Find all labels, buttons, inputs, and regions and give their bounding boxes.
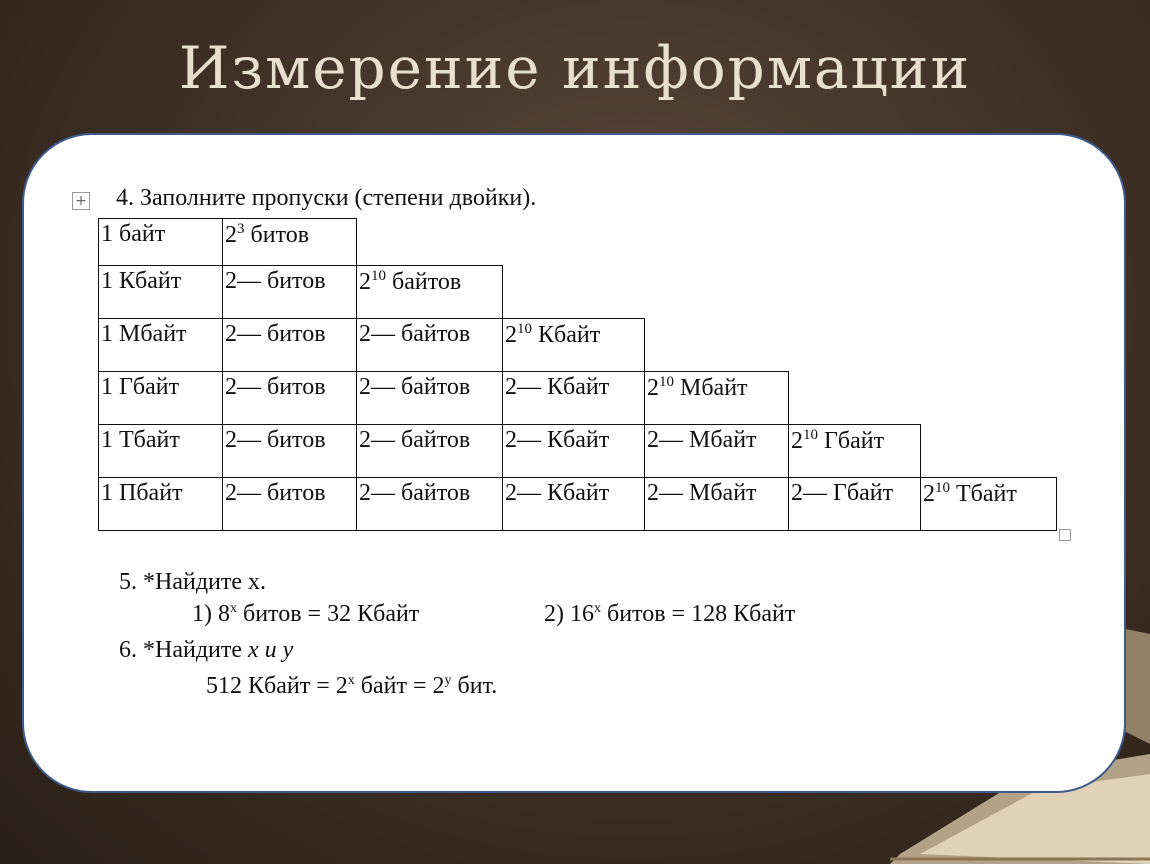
table-cell: 2— байтов [356, 424, 503, 478]
content-card [22, 133, 1126, 793]
table-cell: $2^{10}$ Гбайт [788, 424, 921, 478]
table-cell: 2— байтов [356, 371, 503, 425]
table-cell: 2— Мбайт [644, 424, 789, 478]
table-cell: $2^{10}$ Кбайт [502, 318, 645, 372]
task6-heading: 6. *Найдите х и у [119, 637, 294, 663]
table-cell: 2— Кбайт [502, 477, 645, 531]
table-cell: $2^3$ битов [222, 218, 357, 266]
table-cell: 1 Кбайт [98, 265, 223, 319]
table-cell: 1 байт [98, 218, 223, 266]
table-cell: 1 Пбайт [98, 477, 223, 531]
table-cell: 2— битов [222, 477, 357, 531]
table-cell: $2^{10}$ байтов [356, 265, 503, 319]
table-cell: $2^{10}$ Мбайт [644, 371, 789, 425]
task5-equation-2: 2) $16^х$ битов = 128 Кбайт [544, 601, 796, 627]
table-cell: 2— битов [222, 424, 357, 478]
table-cell: 1 Гбайт [98, 371, 223, 425]
table-cell: 2— битов [222, 265, 357, 319]
task4-heading: 4. Заполните пропуски (степени двойки). [116, 185, 537, 211]
table-cell: 2— байтов [356, 318, 503, 372]
task5-heading: 5. *Найдите х. [119, 569, 267, 595]
task6-equation: 512 Кбайт = $2^х$ байт = $2^у$ бит. [206, 673, 498, 699]
table-cell: 2— Кбайт [502, 371, 645, 425]
table-cell: 1 Тбайт [98, 424, 223, 478]
table-cell: 1 Мбайт [98, 318, 223, 372]
table-cell: $2^{10}$ Тбайт [920, 477, 1057, 531]
resize-handle-icon[interactable] [1059, 529, 1071, 541]
slide-title: Измерение информации [178, 34, 972, 102]
table-cell: 2— байтов [356, 477, 503, 531]
table-cell: 2— битов [222, 371, 357, 425]
table-cell: 2— Кбайт [502, 424, 645, 478]
table-cell: 2— Гбайт [788, 477, 921, 531]
move-icon[interactable]: + [72, 192, 90, 210]
table-cell: 2— Мбайт [644, 477, 789, 531]
task5-equation-1: 1) $8^х$ битов = 32 Кбайт [192, 601, 420, 627]
table-cell: 2— битов [222, 318, 357, 372]
